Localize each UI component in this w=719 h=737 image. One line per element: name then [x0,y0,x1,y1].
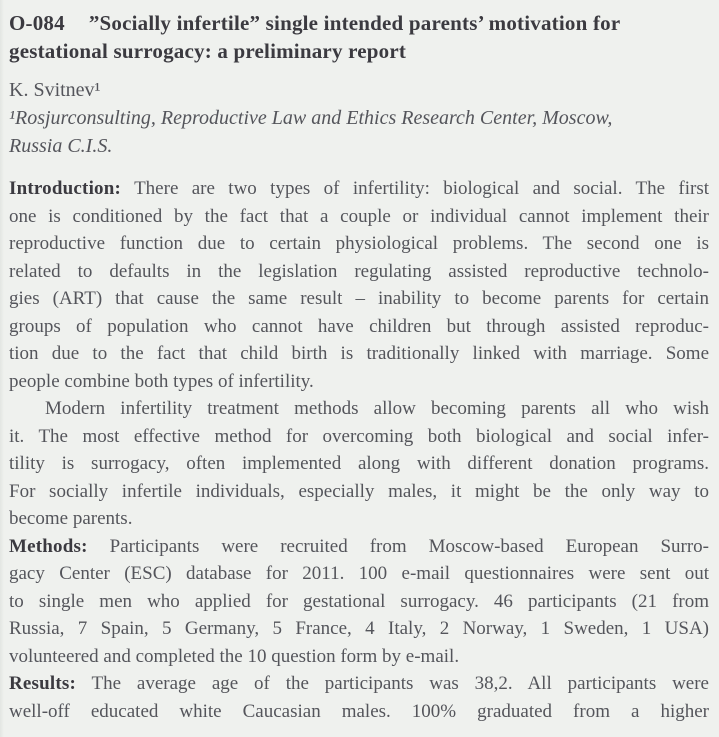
text-line: one is conditioned by the fact that a couple or individual cannot implement their [9,205,709,227]
affiliation-line-2: Russia C.I.S. [9,135,113,157]
text-line: to single men who applied for gestational surrogacy. 46 participants (21 from [9,590,709,612]
abstract-title [9,9,709,37]
abstract-title-line2: gestational surrogacy: a preliminary report [9,39,407,63]
text-line: tion due to the fact that child birth is traditionally linked with marriage. Some [9,343,709,364]
text-line: well-off educated white Caucasian males. 100% graduated from a higher [9,700,709,722]
section-label: Introduction: [9,178,122,199]
text-line: Introduction: There are two types of infertility: biological and social. The first [9,178,709,199]
text-line: related to defaults in the legislation regulating assisted reproductive technolo- [9,260,709,282]
introduction-paragraph [9,175,709,395]
abstract-heading [9,9,709,65]
text-line: it. The most effective method for overcoming both biological and social infer- [9,425,709,447]
text-line: gacy Center (ESC) database for 2011. 100 e-mail questionnaires were sent out [9,563,709,584]
text-line: volunteered and completed the 10 question form by e-mail. [9,645,460,667]
results-paragraph [9,670,709,725]
text-line: groups of population who cannot have children but through assisted reproduc- [9,315,709,337]
text-line: become parents. [9,508,133,529]
text-line: Russia, 7 Spain, 5 Germany, 5 France, 4 Italy, 2 Norway, 1 Sweden, 1 USA) [9,618,709,639]
abstract-title-line1: ”Socially infertile” single intended parents’ motivation for [88,11,621,35]
abstract-body [9,175,709,725]
author-line: K. Svitnev¹ [9,79,101,101]
text-line: For socially infertile individuals, especially males, it might be the only way to [9,480,709,502]
text-line: tility is surrogacy, often implemented along with different donation programs. [9,453,709,474]
section-label: Results: [9,673,77,694]
methods-paragraph [9,533,709,671]
text-line: people combine both types of infertility. [9,370,314,392]
text-line: gies (ART) that cause the same result – inability to become parents for certain [9,288,709,309]
section-label: Methods: [9,535,88,557]
text-line: Results: The average age of the participants was 38,2. All participants were [9,673,709,694]
affiliation-line-1: ¹Rosjurconsulting, Reproductive Law and Ethics Research Center, Moscow, [9,107,613,129]
text-line: reproductive function due to certain physiological problems. The second one is [9,233,709,254]
text-line: Methods: Participants were recruited from Moscow-based European Surro- [9,535,709,557]
abstract-code: O-084 [9,11,65,35]
text-line: Modern infertility treatment methods allow becoming parents all who wish [45,398,709,419]
introduction-paragraph-2 [9,395,709,533]
